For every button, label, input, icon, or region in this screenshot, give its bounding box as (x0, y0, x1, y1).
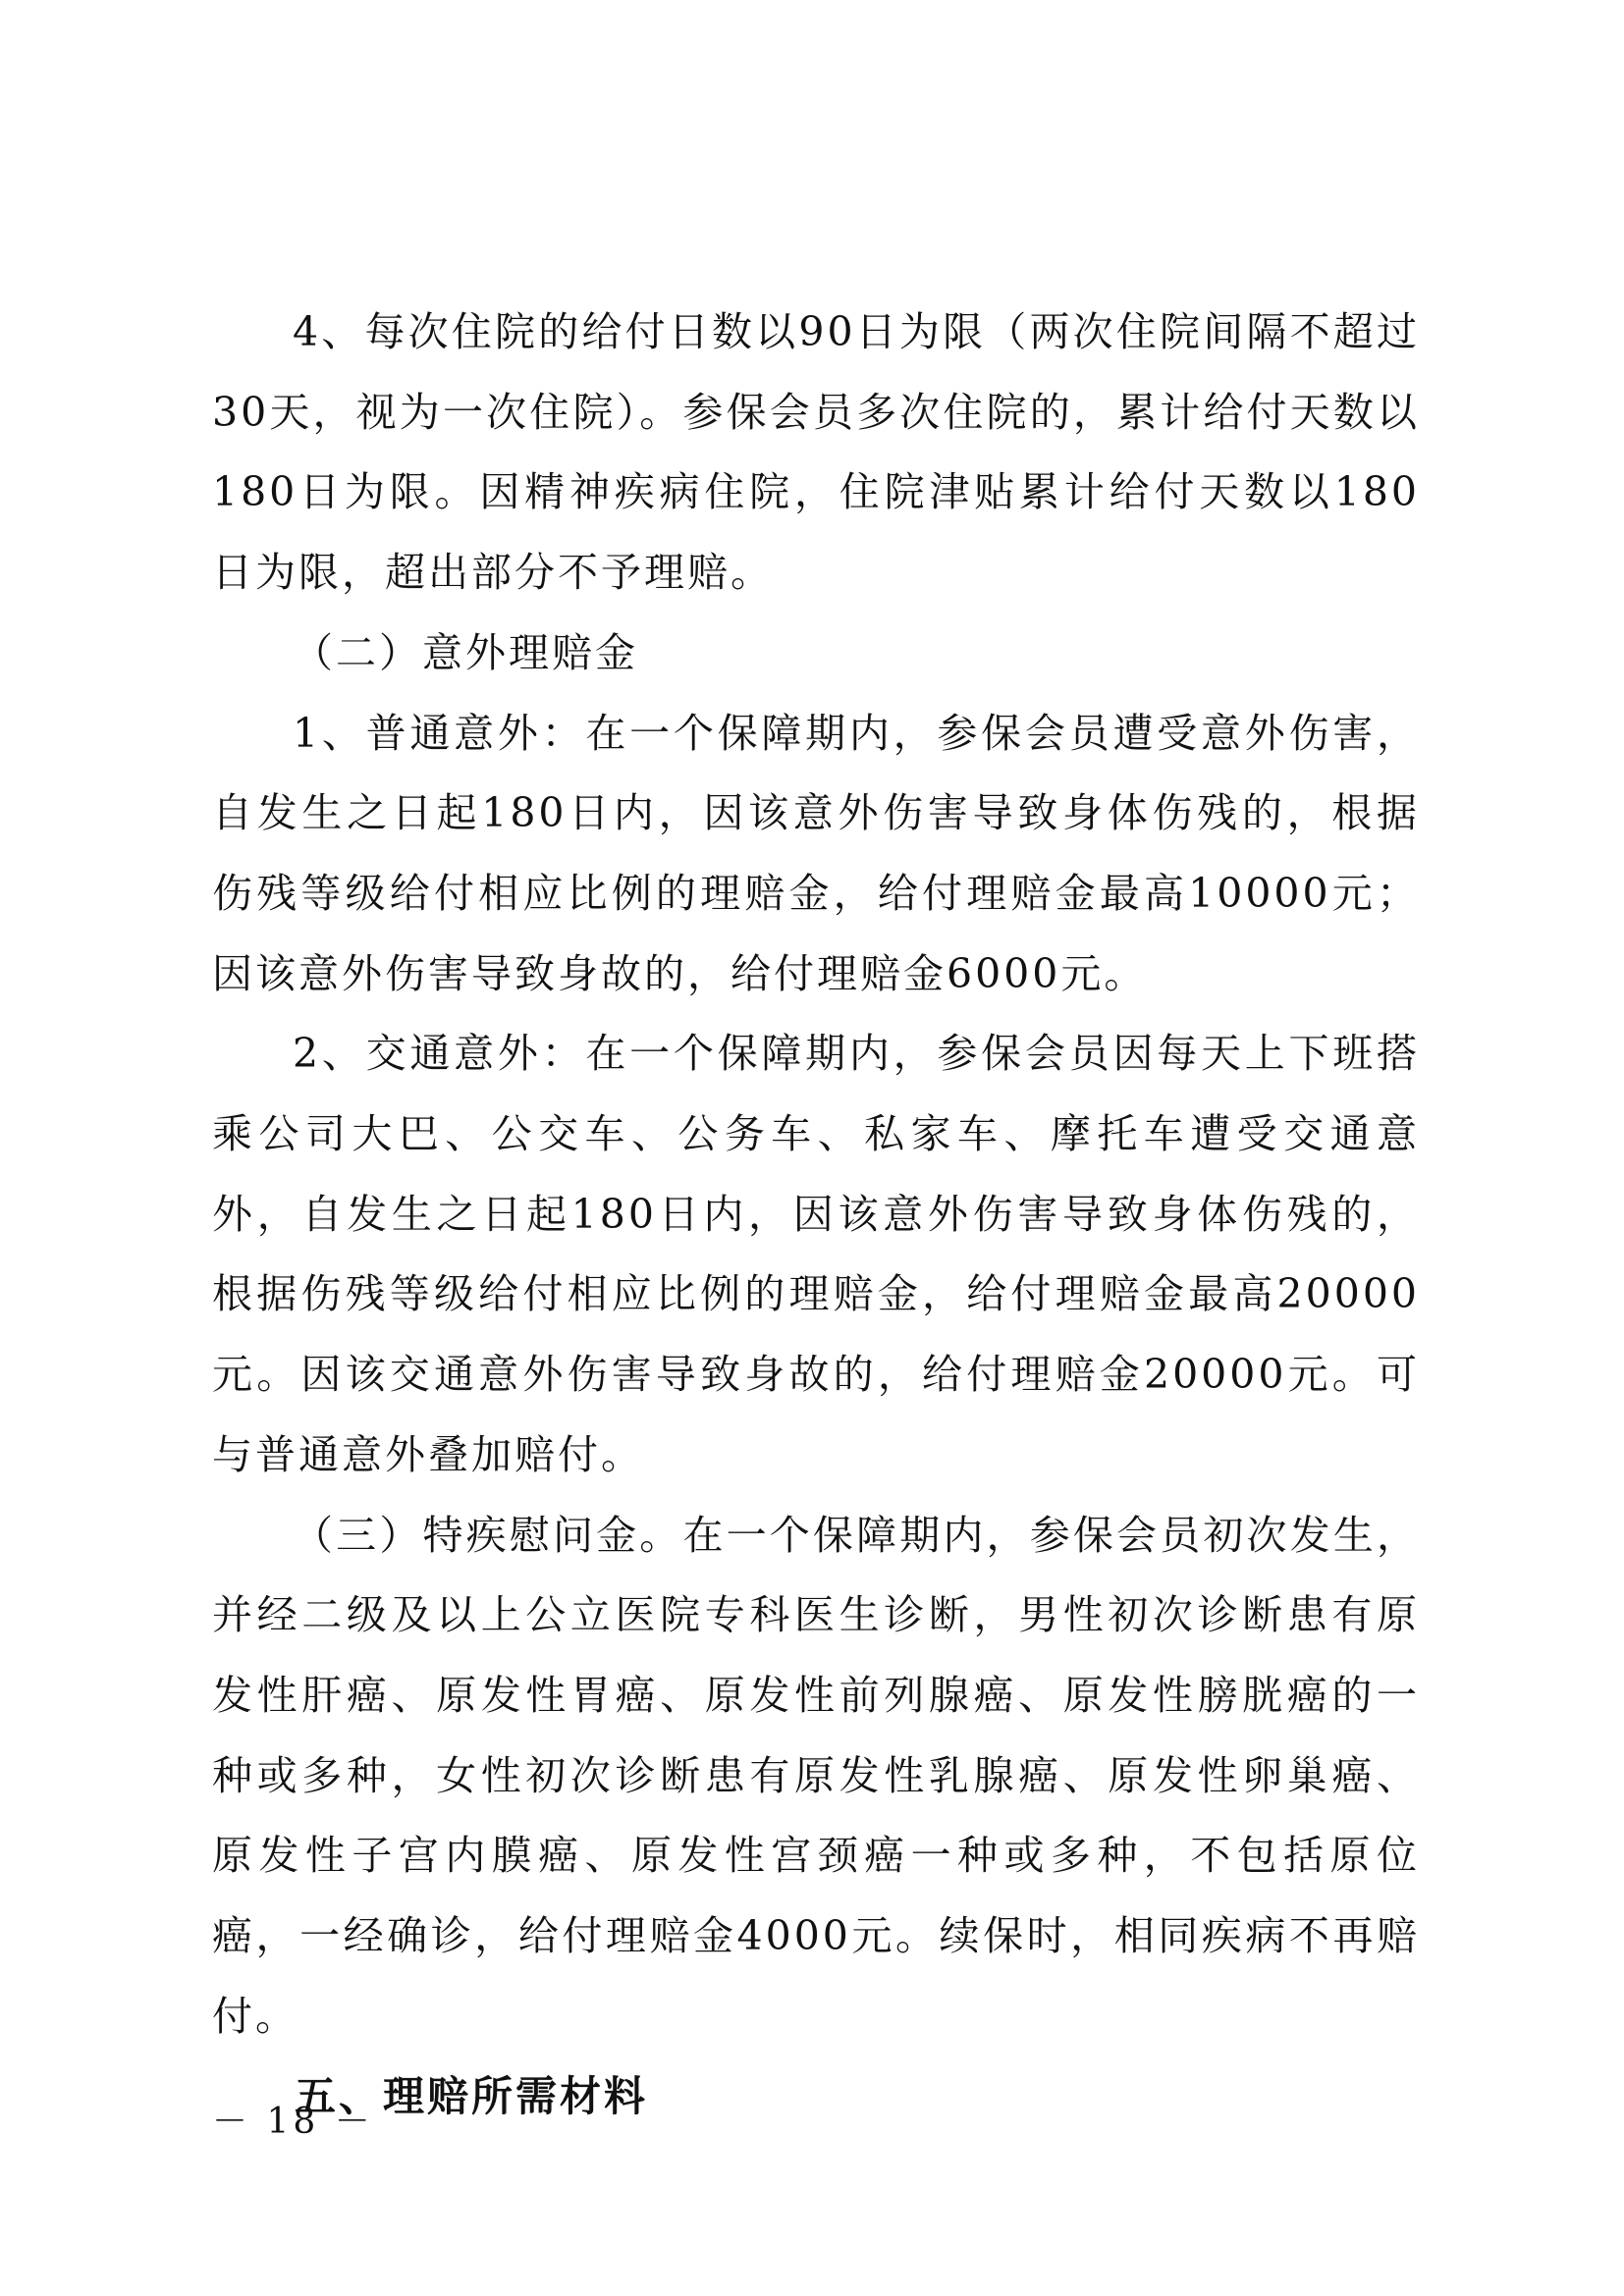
section-accident-claim: （二）意外理赔金 (293, 628, 638, 676)
body-text (212, 293, 1420, 2137)
paragraph-general-accident: 1、普通意外：在一个保障期内，参保会员遭受意外伤害，自发生之日起180日内，因该意外伤害导致身体伤残的，根据伤残等级给付相应比例的理赔金，给付理赔金最高10000元；因该意外伤害导致身故的，给付理赔金6000元。 (212, 709, 1420, 997)
paragraph-traffic-accident: 2、交通意外：在一个保障期内，参保会员因每天上下班搭乘公司大巴、公交车、公务车、私家车、摩托车遭受交通意外，自发生之日起180日内，因该意外伤害导致身体伤残的，根据伤残等级给付相应比例的理赔金，给付理赔金最高20000元。因该交通意外伤害导致身故的，给付理赔金20000元。可与普通意外叠加赔付。 (212, 1030, 1420, 1478)
paragraph-hospital-days: 4、每次住院的给付日数以90日为限（两次住院间隔不超过30天，视为一次住院）。参保会员多次住院的，累计给付天数以180日为限。因精神疾病住院，住院津贴累计给付天数以180日为限，超出部分不予理赔。 (212, 308, 1420, 597)
heading-claim-materials: 五、理赔所需材料 (295, 2072, 649, 2121)
paragraph-critical-illness: （三）特疾慰问金。在一个保障期内，参保会员初次发生，并经二级及以上公立医院专科医生诊断，男性初次诊断患有原发性肝癌、原发性胃癌、原发性前列腺癌、原发性膀胱癌的一种或多种，女性初次诊断患有原发性乳腺癌、原发性卵巢癌、原发性子宫内膜癌、原发性宫颈癌一种或多种，不包括原位癌，一经确诊，给付理赔金4000元。续保时，相同疾病不再赔付。 (212, 1511, 1420, 2040)
page-number: － 18 － (212, 2102, 374, 2142)
